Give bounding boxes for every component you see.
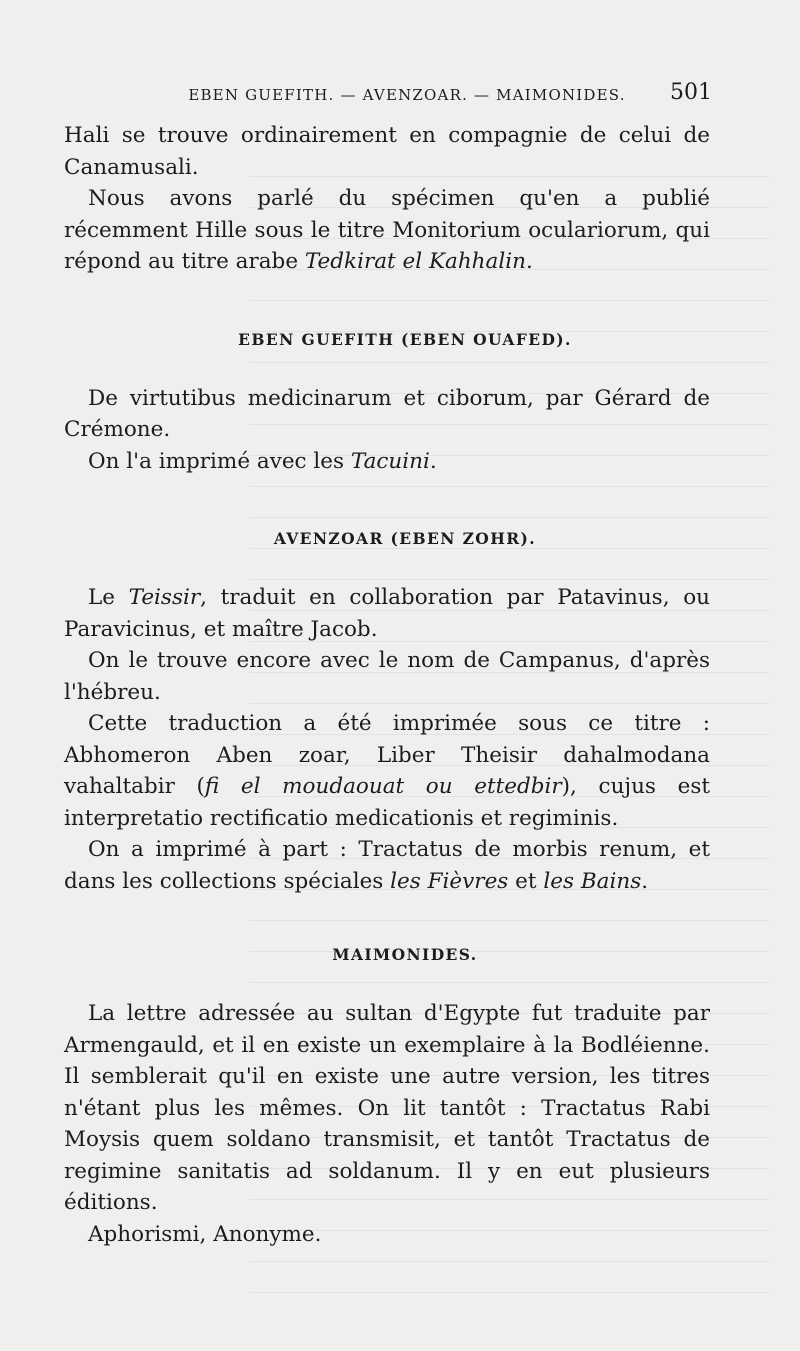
italic-title: les Fièvres — [390, 868, 509, 894]
paragraph-traduction — [64, 708, 710, 834]
paragraph-lettre: La lettre adressée au sultan d'Egypte fut traduite par Armengauld, et il en existe un exemplaire à la Bodléienne. Il semblerait qu'il en existe une autre version, les titres n'étant plus les mêmes. On lit tantôt : Tractatus Rabi Moysis quem soldano transmisit, et tantôt Tractatus de regimine sanitatis ad soldanum. Il y en eut plusieurs éditions. — [64, 1001, 710, 1215]
paragraph-teissir — [64, 582, 710, 645]
page-number: 501 — [670, 80, 712, 105]
italic-title: Tedkirat el Kahhalin — [304, 249, 526, 274]
paragraph-campanus: On le trouve encore avec le nom de Campanus, d'après l'hébreu. — [64, 648, 710, 705]
paragraph-text: , traduit en collaboration par Patavinus, ou Paravicinus, et maître Jacob. — [64, 585, 710, 642]
section-title-maimonides: MAIMONIDES. — [332, 945, 478, 964]
paragraph-text: et — [508, 868, 544, 894]
paragraph-virtutibus: De virtutibus medicinarum et ciborum, par Gérard de Crémone. — [64, 385, 710, 442]
section-title-avenzoar: AVENZOAR (EBEN ZOHR). — [273, 529, 537, 548]
paragraph-text: Le — [88, 585, 129, 610]
paragraph-text: Cette traduction a été imprimée sous ce titre : Abhomeron Aben zoar, Liber Theisir dahalmodana vahaltabir ( — [64, 711, 710, 799]
paragraph-text: On l'a imprimé avec les — [88, 448, 351, 474]
paragraph-text: ), cujus est interpretatio rectificatio medicationis et regiminis. — [64, 774, 710, 831]
page-content — [64, 80, 712, 1250]
paragraph-text: . — [641, 868, 649, 894]
paragraph-tacuini — [64, 446, 710, 478]
paragraph-text: . — [429, 448, 437, 474]
paragraph-text: On a imprimé à part : Tractatus de morbis renum, et dans les collections spéciales — [64, 837, 710, 894]
italic-title: les Bains — [543, 868, 642, 894]
italic-title: fi el moudaouat ou ettedbir — [204, 774, 562, 799]
paragraph-aphorismi: Aphorismi, Anonyme. — [88, 1221, 322, 1247]
running-head — [64, 80, 712, 120]
running-title: EBEN GUEFITH. — AVENZOAR. — MAIMONIDES. — [188, 86, 626, 104]
paragraph-text: . — [525, 249, 533, 274]
paragraph-text: Nous avons parlé du spécimen qu'en a publié récemment Hille sous le titre Monitorium oculariorum, qui répond au titre arabe — [64, 186, 710, 274]
paragraph-hali: Hali se trouve ordinairement en compagnie de celui de Canamusali. — [64, 123, 710, 180]
italic-title: Teissir — [128, 585, 201, 610]
paragraph-hille — [64, 183, 710, 278]
paragraph-morbis-renum — [64, 834, 710, 897]
italic-title: Tacuini — [350, 448, 430, 474]
section-title-eben-guefith: EBEN GUEFITH (EBEN OUAFED). — [238, 329, 572, 349]
